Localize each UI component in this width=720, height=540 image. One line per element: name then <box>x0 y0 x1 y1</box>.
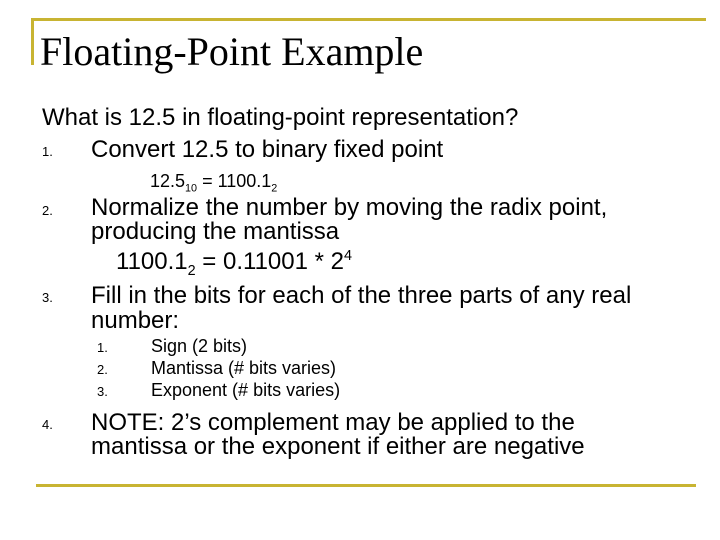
slide-title: Floating-Point Example <box>40 29 424 74</box>
subitem-2-text: Mantissa (# bits varies) <box>151 358 337 378</box>
subitem-3-text: Exponent (# bits varies) <box>151 380 341 400</box>
step-3-number: 3. <box>42 290 53 305</box>
subitem-1-number: 1. <box>97 340 108 355</box>
top-rule <box>31 18 706 21</box>
step-3-text-line1: Fill in the bits for each of the three parts of any real <box>91 282 632 309</box>
left-rule <box>31 18 34 65</box>
subitem-2-number: 2. <box>97 362 108 377</box>
step-2-text-line1: Normalize the number by moving the radix point, <box>91 194 608 221</box>
question-text: What is 12.5 in floating-point representation? <box>42 104 519 131</box>
step-1-number: 1. <box>42 144 53 159</box>
step-3-text-line2: number: <box>91 307 180 334</box>
subitem-3-number: 3. <box>97 384 108 399</box>
subitem-1-text: Sign (2 bits) <box>151 336 248 356</box>
step-2-text-line2: producing the mantissa <box>91 218 340 245</box>
bottom-rule <box>36 484 696 487</box>
step-1-equation: $12.5_{10} = 1100.1_2$ <box>150 171 278 195</box>
step-4-number: 4. <box>42 417 53 432</box>
step-4-text-line2: mantissa or the exponent if either are negative <box>91 433 585 460</box>
step-2-number: 2. <box>42 203 53 218</box>
step-2-equation: $1100.1_2 = 0.11001 * 2^4$ <box>116 248 353 279</box>
step-1-text: Convert 12.5 to binary fixed point <box>91 136 444 163</box>
step-4-text-line1: NOTE: 2’s complement may be applied to the <box>91 409 575 436</box>
